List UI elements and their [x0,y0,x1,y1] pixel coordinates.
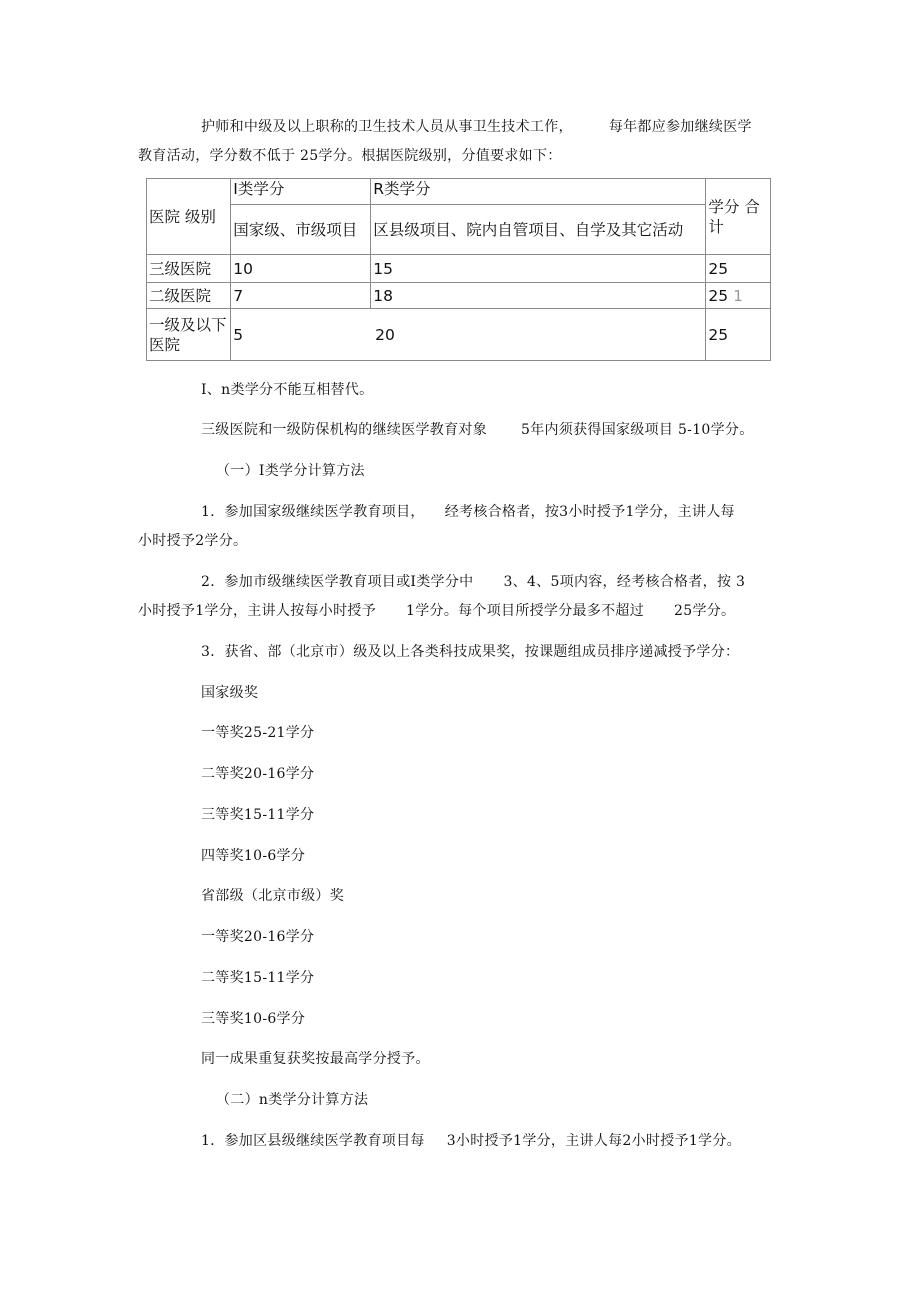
list-item: 一等奖20-16学分 [201,929,315,945]
header-class1: I类学分 [231,179,371,205]
tertiary-rule-a: 三级医院和一级防保机构的继续医学教育对象 [201,422,487,438]
table-subheader-row [147,205,771,255]
row-level: 三级医院 [147,255,231,283]
section2-title: （二）n类学分计算方法 [216,1092,369,1108]
row-class1: 7 [231,283,371,309]
tertiary-rule-b: 5年内须获得国家级项目 5-10学分。 [521,422,754,438]
row-class1-class2 [231,309,706,361]
section2-item1-b: 3小时授予1学分，主讲人每2小时授予1学分。 [446,1133,741,1149]
list-item: 三等奖10-6学分 [201,1011,306,1027]
item2-a: 2．参加市级继续医学教育项目或I类学分中 [201,574,474,590]
intro-text-b: 每年都应参加继续医学 [608,119,752,135]
row-class2: 15 [371,255,706,283]
section2-item1 [201,1131,741,1151]
item2-line2 [138,601,735,621]
table-row [147,309,771,361]
row-class2: 18 [371,283,706,309]
row-total-cell [706,283,771,309]
table-header-row [147,179,771,205]
list-item: 四等奖10-6学分 [201,848,306,864]
row-total: 25 [706,309,771,361]
section2-item1-a: 1．参加区县级继续医学教育项目每 [201,1133,425,1149]
no-substitute-text: I、n类学分不能互相替代。 [201,382,374,398]
row-level: 一级及以下医院 [147,309,231,361]
row-class1: 10 [231,255,371,283]
item1-a: 1．参加国家级继续医学教育项目， [201,504,425,520]
row-total: 25 [708,286,729,305]
national-award-heading: 国家级奖 [201,685,259,701]
item3-text: 3．获省、部（北京市）级及以上各类科技成果奖，按课题组成员排序递减授予学分： [201,644,740,660]
list-item: 三等奖15-11学分 [201,807,315,823]
header-class2: R类学分 [371,179,706,205]
item1-b: 经考核合格者，按3小时授予1学分，主讲人每 [444,504,735,520]
item1-line2: 小时授予2学分。 [138,533,248,549]
subheader-class2: 区县级项目、院内自管项目、自学及其它活动 [371,205,706,255]
tertiary-rule [201,420,754,440]
list-item: 一等奖25-21学分 [201,725,315,741]
intro-line-2: 教育活动，学分数不低于 25学分。根据医院级别，分值要求如下： [138,148,562,164]
item2-line1 [201,572,745,592]
header-total: 学分 合计 [706,179,771,255]
intro-line-1 [201,117,752,137]
row-class2: 20 [375,325,395,344]
credit-requirements-table [146,178,771,361]
item2-d: 1学分。每个项目所授学分最多不超过 [406,603,645,619]
subheader-class1: 国家级、市级项目 [231,205,371,255]
provincial-award-heading: 省部级（北京市级）奖 [201,888,344,904]
section1-title: （一）I类学分计算方法 [216,463,365,479]
repeat-rule-text: 同一成果重复获奖按最高学分授予。 [201,1051,430,1067]
row-class1: 5 [233,325,244,344]
intro-text-a: 护师和中级及以上职称的卫生技术人员从事卫生技术工作， [201,119,573,135]
table-row [147,255,771,283]
header-hospital-level: 医院 级别 [147,179,231,255]
item1-line1 [201,502,735,522]
item2-b: 3、4、5项内容，经考核合格者，按 3 [503,574,746,590]
row-level: 二级医院 [147,283,231,309]
row-extra: 1 [733,286,743,305]
table-row [147,283,771,309]
item2-e: 25学分。 [674,603,736,619]
row-total: 25 [706,255,771,283]
list-item: 二等奖20-16学分 [201,766,315,782]
list-item: 二等奖15-11学分 [201,970,315,986]
item2-c: 小时授予1学分，主讲人按每小时授予 [138,603,377,619]
